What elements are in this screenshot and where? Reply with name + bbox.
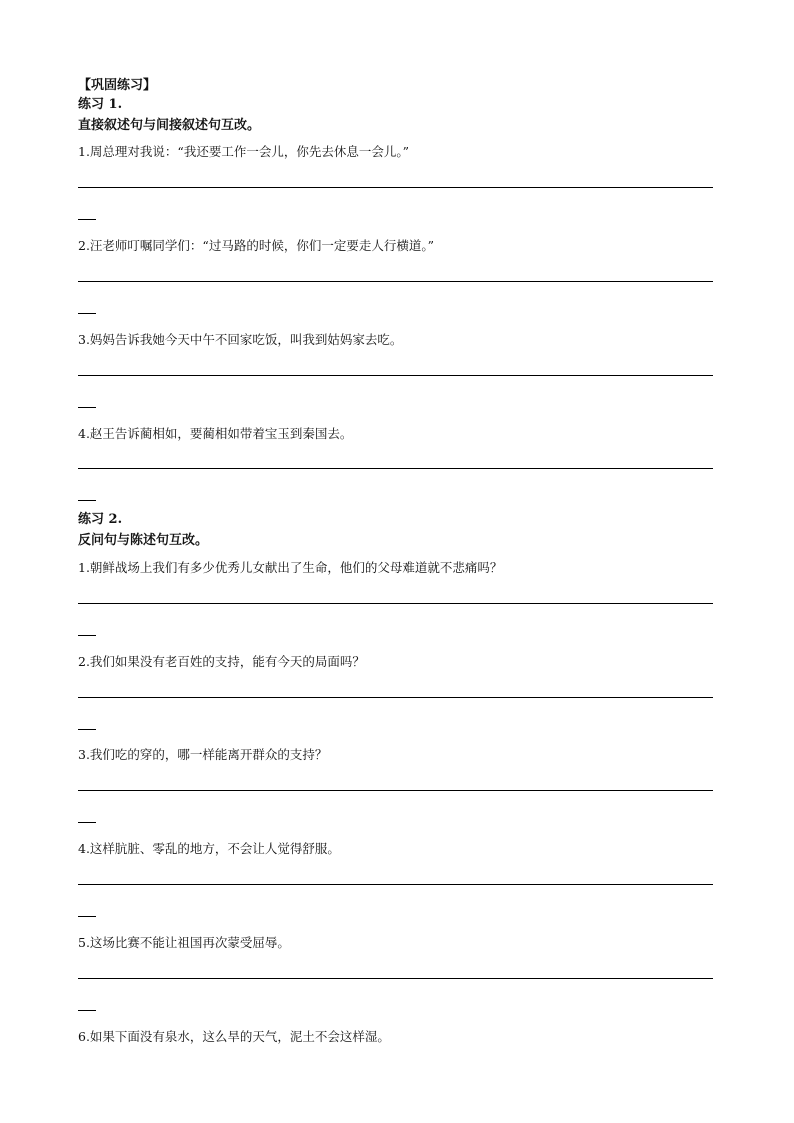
answer-line-tail (78, 500, 96, 501)
answer-line (78, 697, 713, 698)
exercise-2-question-6: 6.如果下面没有泉水，这么旱的天气，泥土不会这样湿。 (78, 1029, 390, 1044)
exercise-1-question-3: 3.妈妈告诉我她今天中午不回家吃饭，叫我到姑妈家去吃。 (78, 332, 403, 347)
answer-line (78, 187, 713, 188)
exercise-1-question-4: 4.赵王告诉蔺相如，要蔺相如带着宝玉到秦国去。 (78, 426, 353, 441)
answer-line (78, 978, 713, 979)
answer-line (78, 281, 713, 282)
answer-line-tail (78, 916, 96, 917)
answer-line (78, 375, 713, 376)
exercise-2-question-3: 3.我们吃的穿的，哪一样能离开群众的支持？ (78, 747, 328, 762)
answer-line (78, 884, 713, 885)
exercise-2-instruction: 反问句与陈述句互改。 (78, 533, 209, 548)
answer-line-tail (78, 1010, 96, 1011)
exercise-2-label: 练习 2. (78, 512, 123, 527)
exercise-1-instruction: 直接叙述句与间接叙述句互改。 (78, 118, 261, 133)
section-title: 【巩固练习】 (78, 78, 157, 93)
exercise-2-question-4: 4.这样肮脏、零乱的地方，不会让人觉得舒服。 (78, 841, 340, 856)
answer-line-tail (78, 635, 96, 636)
exercise-2-question-5: 5.这场比赛不能让祖国再次蒙受屈辱。 (78, 935, 290, 950)
answer-line (78, 468, 713, 469)
answer-line-tail (78, 219, 96, 220)
answer-line (78, 790, 713, 791)
answer-line-tail (78, 407, 96, 408)
exercise-2-question-1: 1.朝鲜战场上我们有多少优秀儿女献出了生命，他们的父母难道就不悲痛吗？ (78, 560, 503, 575)
answer-line (78, 603, 713, 604)
exercise-1-question-1: 1.周总理对我说：“我还要工作一会儿，你先去休息一会儿。” (78, 144, 409, 159)
exercise-1-label: 练习 1. (78, 97, 123, 112)
exercise-2-question-2: 2.我们如果没有老百姓的支持，能有今天的局面吗？ (78, 654, 365, 669)
answer-line-tail (78, 729, 96, 730)
answer-line-tail (78, 313, 96, 314)
exercise-1-question-2: 2.汪老师叮嘱同学们：“过马路的时候，你们一定要走人行横道。” (78, 238, 434, 253)
answer-line-tail (78, 822, 96, 823)
